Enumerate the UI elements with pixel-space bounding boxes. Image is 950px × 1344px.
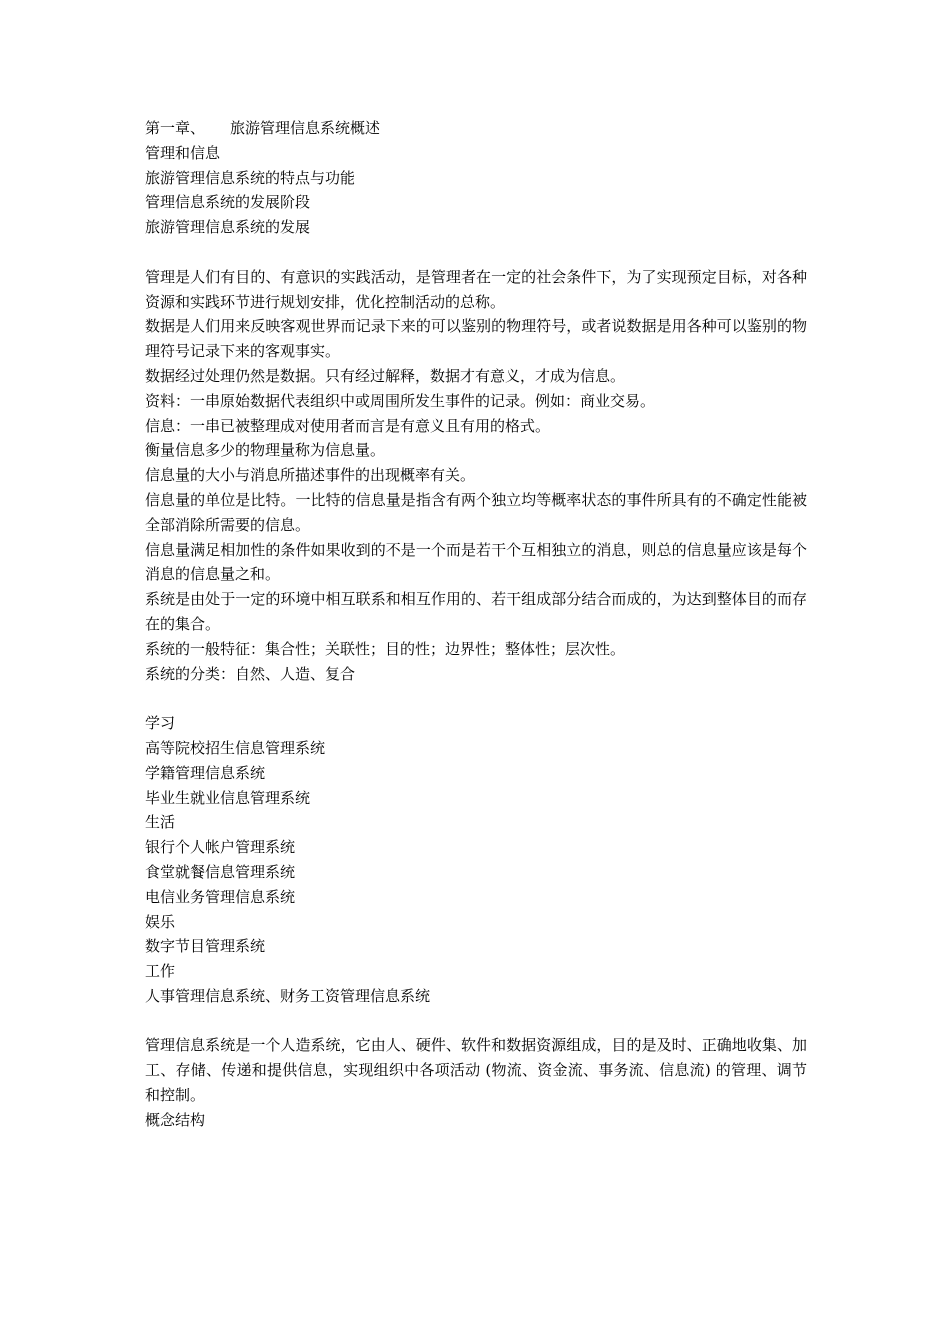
definition-paragraph: 管理是人们有目的、有意识的实践活动，是管理者在一定的社会条件下，为了实现预定目标，对各种资源和实践环节进行规划安排，优化控制活动的总称。 [145, 267, 807, 311]
outline-item: 旅游管理信息系统的特点与功能 [145, 168, 356, 187]
example-item: 数字节目管理系统 [145, 937, 266, 956]
definition-paragraph: 信息量满足相加性的条件如果收到的不是一个而是若干个互相独立的消息，则总的信息量应该是每个消息的信息量之和。 [145, 540, 807, 584]
example-category: 娱乐 [145, 912, 176, 931]
definition-paragraph: 数据经过处理仍然是数据。只有经过解释，数据才有意义，才成为信息。 [145, 366, 626, 385]
example-item: 毕业生就业信息管理系统 [145, 788, 311, 807]
example-item: 银行个人帐户管理系统 [145, 838, 296, 857]
definition-paragraph: 数据是人们用来反映客观世界而记录下来的可以鉴别的物理符号，或者说数据是用各种可以鉴别的物理符号记录下来的客观事实。 [145, 317, 807, 361]
definition-paragraph: 衡量信息多少的物理量称为信息量。 [145, 441, 386, 460]
outline-section [145, 116, 807, 240]
definitions-section [145, 265, 807, 687]
blank-line [145, 686, 807, 711]
definition-paragraph: 资料：一串原始数据代表组织中或周围所发生事件的记录。例如：商业交易。 [145, 391, 656, 410]
chapter-heading [145, 116, 807, 141]
example-item: 电信业务管理信息系统 [145, 887, 296, 906]
blank-line [145, 1009, 807, 1034]
concept-structure-heading: 概念结构 [145, 1110, 206, 1129]
outline-item: 管理和信息 [145, 143, 221, 162]
example-item: 食堂就餐信息管理系统 [145, 862, 296, 881]
example-item: 人事管理信息系统、财务工资管理信息系统 [145, 986, 431, 1005]
mis-section [145, 1033, 807, 1132]
example-category: 学习 [145, 714, 176, 733]
example-item: 学籍管理信息系统 [145, 763, 266, 782]
definition-paragraph: 信息量的大小与消息所描述事件的出现概率有关。 [145, 466, 476, 485]
definition-paragraph: 信息：一串已被整理成对使用者而言是有意义且有用的格式。 [145, 416, 551, 435]
definition-paragraph: 系统的分类：自然、人造、复合 [145, 664, 356, 683]
chapter-title: 旅游管理信息系统概述 [230, 119, 381, 137]
definition-paragraph: 系统的一般特征：集合性；关联性；目的性；边界性；整体性；层次性。 [145, 639, 626, 658]
definition-paragraph: 信息量的单位是比特。一比特的信息量是指含有两个独立均等概率状态的事件所具有的不确定性能被全部消除所需要的信息。 [145, 490, 807, 534]
outline-item: 旅游管理信息系统的发展 [145, 218, 311, 237]
mis-definition-paragraph: 管理信息系统是一个人造系统，它由人、硬件、软件和数据资源组成，目的是及时、正确地收集、加工、存储、传递和提供信息，实现组织中各项活动 (物流、资金流、事务流、信息流) 的管理、调节和控制。 [145, 1036, 807, 1105]
definition-paragraph: 系统是由处于一定的环境中相互联系和相互作用的、若干组成部分结合而成的，为达到整体目的而存在的集合。 [145, 590, 807, 633]
examples-section [145, 711, 807, 1009]
document-page [145, 116, 807, 1133]
chapter-number: 第一章、 [145, 119, 206, 137]
blank-line [145, 240, 807, 265]
example-category: 工作 [145, 962, 176, 981]
outline-item: 管理信息系统的发展阶段 [145, 193, 311, 212]
example-item: 高等院校招生信息管理系统 [145, 738, 326, 757]
example-category: 生活 [145, 813, 176, 832]
